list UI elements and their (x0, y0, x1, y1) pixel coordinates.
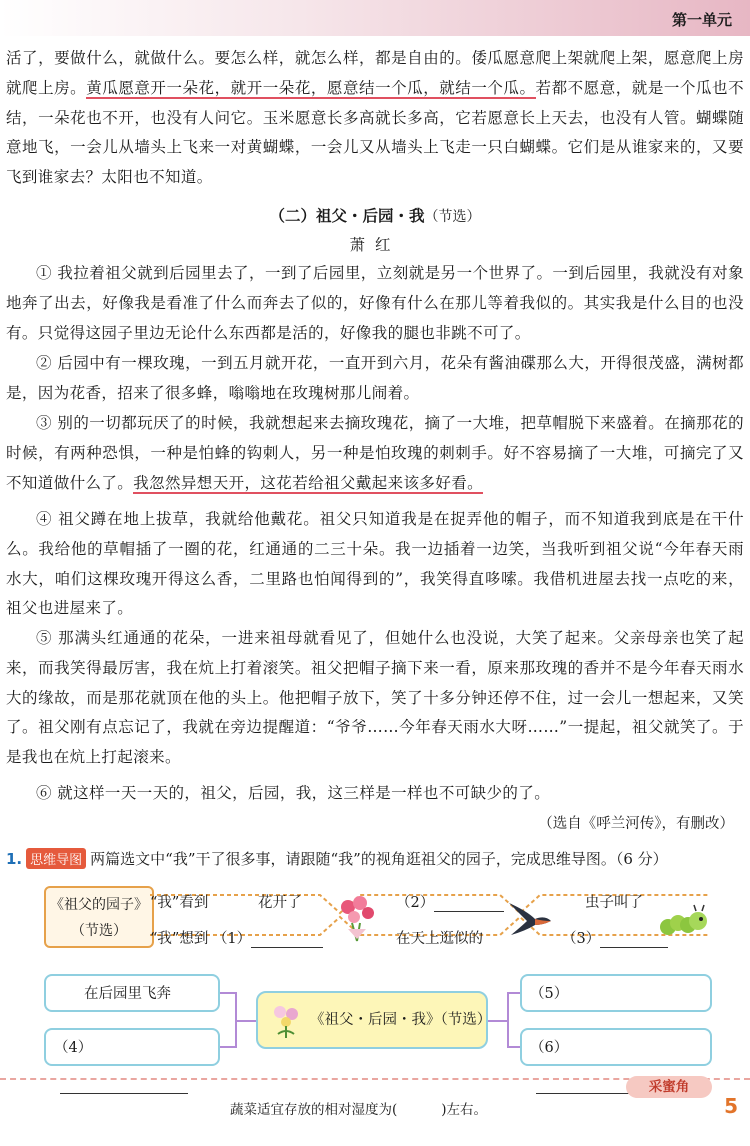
note-text: )左右。 (441, 1102, 488, 1118)
label-text: “我”想到 (150, 931, 209, 947)
question-text: 两篇选文中“我”干了很多事，请跟随“我”的视角逛祖父的园子，完成思维导图。（6 分） (90, 850, 668, 868)
map-node-run: 在后园里飞奔 (44, 974, 220, 1012)
box-note: （节选） (71, 923, 127, 939)
primrose-icon (268, 1002, 304, 1040)
page-number: 5 (724, 1094, 738, 1118)
blank-label: （6） (530, 1040, 569, 1056)
text-segment: 若都不愿意，就是一个瓜也不结，一朵花也不开，也没有人问它。玉米愿意长多高就长多高，它若愿意长上天去，也没有人管。蝴蝶随意地飞，一会儿从墙头上飞来一对黄蝴蝶，一会儿又从墙头上飞走一只白蝴蝶。它们是从谁家来的，又要飞到谁家去？太阳也不知道。 (6, 78, 744, 187)
blank-label: （4） (54, 1040, 93, 1056)
answer-line[interactable] (434, 911, 504, 912)
title-note: （节选） (424, 209, 481, 225)
question-number: 1. (6, 850, 23, 868)
unit-label: 第一单元 (671, 11, 732, 29)
blank-3[interactable] (562, 927, 668, 948)
blank-label: （5） (530, 986, 569, 1002)
blank-label: （2） (396, 895, 435, 911)
honey-corner-tag: 采蜜角 (626, 1076, 712, 1098)
map-node-blank-6[interactable] (520, 1028, 712, 1066)
underlined-sentence: 我忽然异想天开，这花若给祖父戴起来该多好看。 (133, 473, 484, 492)
paragraph-2: ② 后园中有一棵玫瑰，一到五月就开花，一直开到六月，花朵有酱油碟那么大，开得很茂盛，满树都是，因为花香，招来了很多蜂，嗡嗡地在玫瑰树那儿闹着。 (6, 354, 744, 402)
swallow-icon (505, 895, 555, 939)
map-node-blank-5[interactable] (520, 974, 712, 1012)
paragraph-3 (6, 409, 744, 498)
paragraph-6: ⑥ 就这样一天一天的，祖父，后园，我，这三样是一样也不可缺少的了。 (36, 784, 551, 802)
author: 萧红 (349, 236, 401, 254)
note-text: 蔬菜适宜存放的相对湿度为( (230, 1102, 398, 1118)
answer-line[interactable] (600, 947, 668, 948)
footer-note (230, 1098, 487, 1118)
source-note: （选自《呼兰河传》，有删改） (538, 816, 734, 832)
source-box-garden (44, 886, 154, 948)
insects-chirp: 虫子叫了 (585, 895, 643, 911)
question-1 (6, 848, 746, 869)
map-node-blank-4[interactable] (44, 1028, 220, 1066)
flower-bouquet-icon (334, 893, 380, 945)
answer-line[interactable] (60, 1093, 188, 1094)
saw-label: “我”看到 (150, 895, 209, 911)
text-segment: 活了，要做什么，就做什么。要怎么样，就怎么样，都是自由的。倭瓜愿意爬上架就爬上架，愿意爬上房就爬上房。 (6, 49, 744, 97)
text-segment: ③ 别的一切都玩厌了的时候，我就想起来去摘玫瑰花，摘了一大堆，把草帽脱下来盛着。在摘那花的时候，有两种恐惧，一种是怕蜂的钩刺人，另一种是怕玫瑰的刺刺手。好不容易摘了一大堆，可摘完了又不知道做什么了。 (6, 414, 744, 492)
in-the-sky: 在天上逛似的 (396, 931, 483, 947)
blank-1[interactable] (251, 947, 323, 948)
underlined-sentence: 黄瓜愿意开一朵花，就开一朵花，愿意结一个瓜，就结一个瓜。 (86, 78, 536, 97)
title-text: （二）祖父・后园・我 (269, 207, 425, 225)
box-title: 《祖父的园子》 (50, 897, 148, 913)
paragraph-4: ④ 祖父蹲在地上拔草，我就给他戴花。祖父只知道我是在捉弄他的帽子，而不知道我到底是在干什么。我给他的草帽插了一圈的花，红通通的二三十朵。我一边插着一边笑，当我听到祖父说“今年春天雨水大，咱们这棵玫瑰开得这么香，二里路也怕闻得到的”，我笑得直哆嗦。我借机进屋去找一点吃的来，祖父也进屋来了。 (6, 510, 744, 618)
flowers-bloom: 花开了 (258, 895, 302, 911)
thought-label (150, 927, 323, 948)
paragraph-5: ⑤ 那满头红通通的花朵，一进来祖母就看见了，但她什么也没说，大笑了起来。父亲母亲也笑了起来，而我笑得最厉害，我在炕上打着滚笑。祖父把帽子摘下来一看，原来那玫瑰的香并不是今年春天雨水大的缘故，而是那花就顶在他的头上。他把帽子放下，笑了十多分钟还停不住，过一会儿一想起来，又笑了。祖父刚有点忘记了，我就在旁边提醒道：“爷爷……今年春天雨水大呀……”一提起，祖父就笑了。于是我也在炕上打起滚来。 (6, 629, 744, 767)
caterpillar-icon (658, 897, 710, 941)
blank-2[interactable] (396, 891, 504, 912)
map-center-node: 《祖父・后园・我》（节选） (256, 991, 488, 1049)
header-band (0, 0, 750, 36)
paragraph-1: ① 我拉着祖父就到后园里去了，一到了后园里，立刻就是另一个世界了。一到后园里，我就没有对象地奔了出去，好像我是看准了什么而奔去了似的，好像有什么在那儿等着我似的。其实我是什么目的也没有。只觉得这园子里边无论什么东西都是活的，好像我的腿也非跳不可了。 (6, 264, 744, 342)
mindmap-tag: 思维导图 (26, 848, 86, 869)
passage1-text (6, 44, 744, 193)
blank-label: （3） (562, 931, 601, 947)
blank-label: （1） (212, 931, 252, 947)
passage2-title (0, 204, 750, 226)
